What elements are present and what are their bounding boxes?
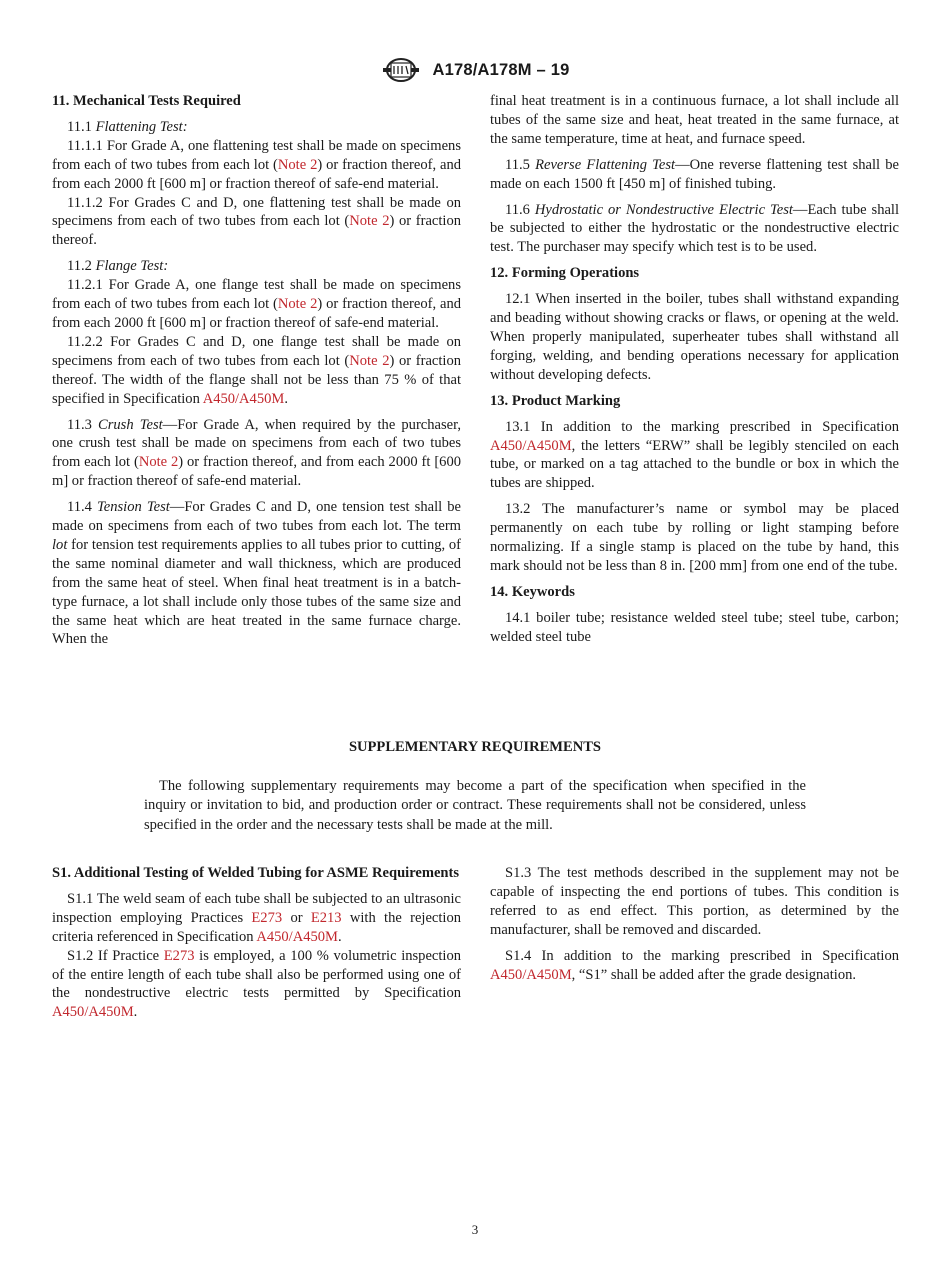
s1-heading: S1. Additional Testing of Welded Tubing for ASME Requirements xyxy=(52,865,460,881)
supplementary-left-column xyxy=(52,864,461,1029)
supplementary-right-column xyxy=(490,864,899,991)
note-2-link[interactable]: Note 2 xyxy=(277,156,318,173)
a450-link[interactable]: A450/A450M xyxy=(202,390,285,407)
para-s1-4: S1.4 In addition to the marking prescribed in Specification A450/A450M, “S1” shall be added after the grade designation. xyxy=(490,947,899,983)
section-11-heading: 11. Mechanical Tests Required xyxy=(52,93,241,109)
a450-link[interactable]: A450/A450M xyxy=(52,1004,134,1021)
para-13-2: 13.2 The manufacturer’s name or symbol may be placed permanently on each tube by rolling or light stamping before normalizing. If a single stamp is placed on the tube by hand, this mark should not be less than 8 in. [200 mm] from one end of the tube. xyxy=(490,501,899,574)
supplementary-heading: SUPPLEMENTARY REQUIREMENTS xyxy=(348,739,602,755)
e213-link[interactable]: E213 xyxy=(310,909,342,926)
e273-link[interactable]: E273 xyxy=(251,909,283,926)
e273-link[interactable]: E273 xyxy=(163,947,195,964)
note-2-link[interactable]: Note 2 xyxy=(138,454,179,471)
section-13-heading: 13. Product Marking xyxy=(490,392,621,409)
page-header xyxy=(0,58,950,82)
supplementary-intro: The following supplementary requirements may become a part of the specification when specified in the inquiry or invitation to bid, and production order or contract. These requirements shall not be considered, unless specified in the order and the necessary tests shall be made at the mill. xyxy=(144,778,806,833)
para-s1-1: S1.1 The weld seam of each tube shall be subjected to an ultrasonic inspection employing Practices E273 or E213 with the rejection criteria referenced in Specification A450/A450M. xyxy=(52,890,461,945)
note-2-link[interactable]: Note 2 xyxy=(349,352,390,369)
astm-logo-icon xyxy=(381,58,421,82)
para-11-1-1: 11.1.1 For Grade A, one flattening test shall be made on specimens from each of two tubes from each lot (Note 2) or fraction thereof, and from each 2000 ft [600 m] or fraction thereof of safe-end material. xyxy=(52,137,461,192)
left-column xyxy=(52,92,461,656)
para-11-6: 11.6 Hydrostatic or Nondestructive Electric Test—Each tube shall be subjected to either the hydrostatic or the nondestructive electric test. The purchaser may specify which test is to be used. xyxy=(490,201,900,256)
para-s1-3: S1.3 The test methods described in the supplement may not be capable of inspecting the end portions of tubes. This condition is referred to as end effect. This portion, as determined by the manufacturer, shall be removed and discarded. xyxy=(490,865,899,938)
para-11-3: 11.3 Crush Test—For Grade A, when required by the purchaser, one crush test shall be made on specimens from each of two tubes from each lot (Note 2) or fraction thereof, and from each 2000 ft [600 m] or fraction thereof of safe-end material. xyxy=(52,416,461,490)
note-2-link[interactable]: Note 2 xyxy=(277,296,318,313)
para-11-4-continued: final heat treatment is in a continuous furnace, a lot shall include all tubes of the same size and heat, heat treated in the same furnace, at the same temperature, time at heat, and furnace speed. xyxy=(490,93,899,147)
para-14-1: 14.1 boiler tube; resistance welded steel tube; steel tube, carbon; welded steel tube xyxy=(490,609,899,645)
para-11-2-2: 11.2.2 For Grades C and D, one flange test shall be made on specimens from each of two tubes from each lot (Note 2) or fraction thereof. The width of the flange shall not be less than 75 % of that specified in Specification A450/A450M. xyxy=(52,333,462,407)
a450-link[interactable]: A450/A450M xyxy=(490,437,572,454)
para-11-4: 11.4 Tension Test—For Grades C and D, one tension test shall be made on specimens from each of two tubes from each lot. The term lot for tension test requirements applies to all tubes prior to cutting, of the same nominal diameter and wall thickness, which are produced from the same heat of steel. When final heat treatment is in a batch-type furnace, a lot shall include only those tubes of the same size and the same heat which are heat treated in the same furnace charge. When the xyxy=(52,499,461,648)
para-s1-2: S1.2 If Practice E273 is employed, a 100 % volumetric inspection of the entire length of each tube shall also be performed using one of the nondestructive electric tests permitted by Specification A450/A450M. xyxy=(52,947,461,1021)
section-12-heading: 12. Forming Operations xyxy=(490,265,640,282)
a450-link[interactable]: A450/A450M xyxy=(256,928,338,945)
section-14-heading: 14. Keywords xyxy=(490,583,575,600)
para-11-2-1: 11.2.1 For Grade A, one flange test shall be made on specimens from each of two tubes from each lot (Note 2) or fraction thereof, and from each 2000 ft [600 m] or fraction thereof of safe-end material. xyxy=(52,277,461,331)
right-column xyxy=(490,92,899,654)
document-designation: A178/A178M – 19 xyxy=(432,60,570,79)
para-13-1: 13.1 In addition to the marking prescribed in Specification A450/A450M, the letters “ERW” shall be legibly stenciled on each tube, or marked on a tag attached to the bundle or box in which the tubes are shipped. xyxy=(490,418,899,492)
para-12-1: 12.1 When inserted in the boiler, tubes shall withstand expanding and beading without showing cracks or flaws, or opening at the weld. When properly manipulated, superheater tubes shall withstand all forging, welding, and bending operations necessary for application without developing defects. xyxy=(490,291,899,383)
a450-link[interactable]: A450/A450M xyxy=(490,966,572,983)
note-2-link[interactable]: Note 2 xyxy=(349,213,390,230)
page-number: 3 xyxy=(471,1222,479,1237)
para-11-1: 11.1 Flattening Test: xyxy=(67,118,188,135)
para-11-5: 11.5 Reverse Flattening Test—One reverse flattening test shall be made on each 1500 ft [450 m] of finished tubing. xyxy=(490,156,899,192)
para-11-1-2: 11.1.2 For Grades C and D, one flattening test shall be made on specimens from each of two tubes from each lot (Note 2) or fraction thereof. xyxy=(52,194,462,249)
para-11-2: 11.2 Flange Test: xyxy=(67,258,169,275)
